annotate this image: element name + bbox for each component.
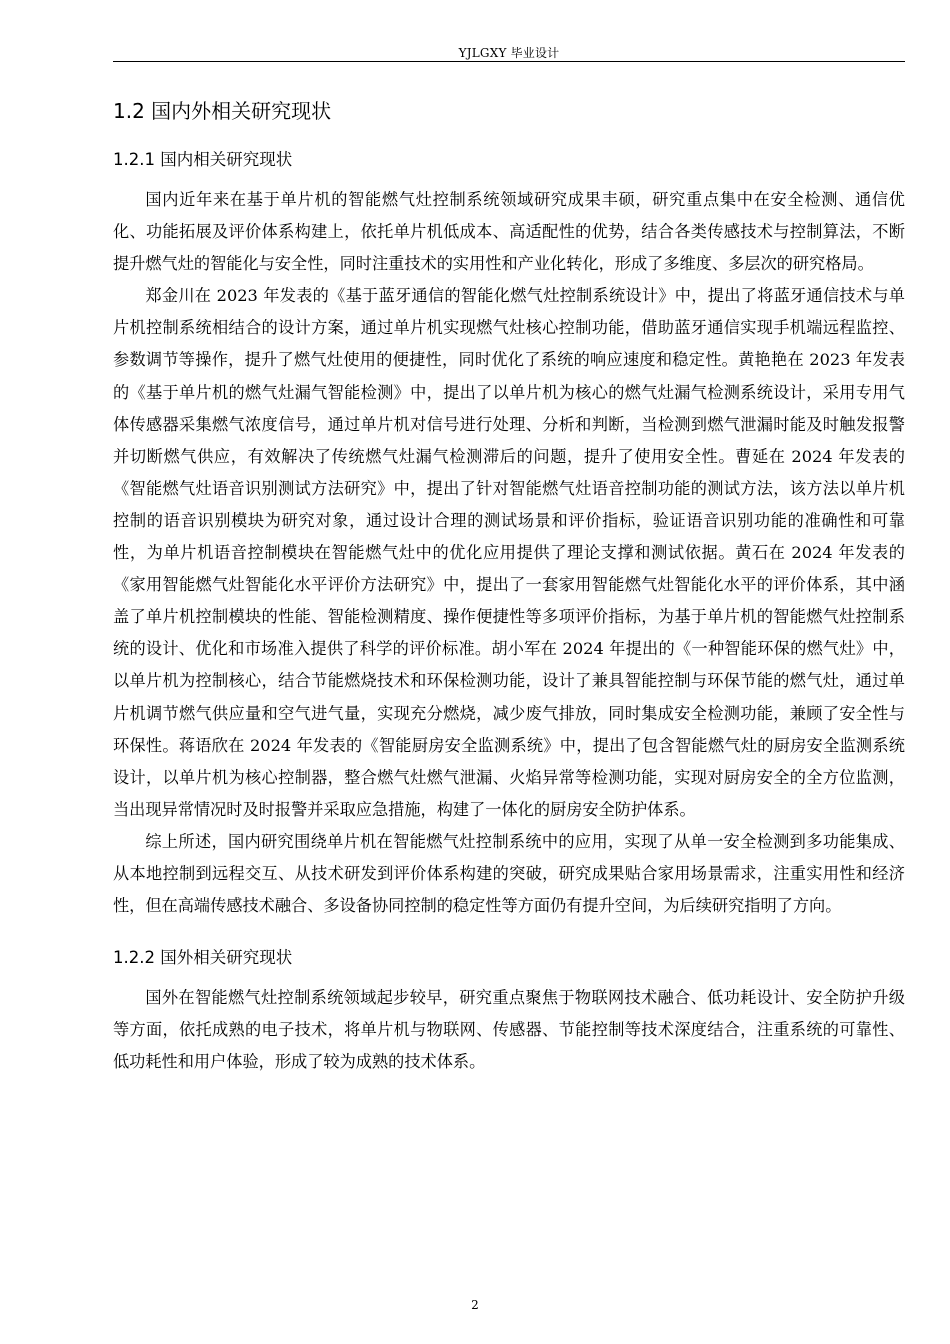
paragraph: 综上所述，国内研究围绕单片机在智能燃气灶控制系统中的应用，实现了从单一安全检测到多功能集成、从本地控制到远程交互、从技术研发到评价体系构建的突破，研究成果贴合家用场景需求，注重实用性和经济性，但在高端传感技术融合、多设备协同控制的稳定性等方面仍有提升空间，为后续研究指明了方向。 [113,831,905,916]
page-body [113,96,905,1078]
paragraph: 国内近年来在基于单片机的智能燃气灶控制系统领域研究成果丰硕，研究重点集中在安全检测、通信优化、功能拓展及评价体系构建上，依托单片机低成本、高适配性的优势，结合各类传感技术与控制算法，不断提升燃气灶的智能化与安全性，同时注重技术的实用性和产业化转化，形成了多维度、多层次的研究格局。 [113,190,905,274]
page-header: YJLGXY 毕业设计 [458,46,560,60]
paragraph: 郑金川在 2023 年发表的《基于蓝牙通信的智能化燃气灶控制系统设计》中，提出了将蓝牙通信技术与单片机控制系统相结合的设计方案，通过单片机实现燃气灶核心控制功能，借助蓝牙通信实现手机端远程监控、参数调节等操作，提升了燃气灶使用的便捷性，同时优化了系统的响应速度和稳定性。黄艳艳在 2023 年发表的《基于单片机的燃气灶漏气智能检测》中，提出了以单片机为核心的燃气灶漏气检测系统设计，采用专用气体传感器采集燃气浓度信号，通过单片机对信号进行处理、分析和判断，当检测到燃气泄漏时能及时触发报警并切断燃气供应，有效解决了传统燃气灶漏气检测滞后的问题，提升了使用安全性。曹延在 2024 年发表的《智能燃气灶语音识别测试方法研究》中，提出了针对智能燃气灶语音控制功能的测试方法，该方法以单片机控制的语音识别模块为研究对象，通过设计合理的测试场景和评价指标，验证语音识别功能的准确性和可靠性，为单片机语音控制模块在智能燃气灶中的优化应用提供了理论支撑和测试依据。黄石在 2024 年发表的《家用智能燃气灶智能化水平评价方法研究》中，提出了一套家用智能燃气灶智能化水平的评价体系，其中涵盖了单片机控制模块的性能、智能检测精度、操作便捷性等多项评价指标，为基于单片机的智能燃气灶控制系统的设计、优化和市场准入提供了科学的评价标准。胡小军在 2024 年提出的《一种智能环保的燃气灶》中，以单片机为控制核心，结合节能燃烧技术和环保检测功能，设计了兼具智能控制与环保节能的燃气灶，通过单片机调节燃气供应量和空气进气量，实现充分燃烧，减少废气排放，同时集成安全检测功能，兼顾了安全性与环保性。蒋语欣在 2024 年发表的《智能厨房安全监测系统》中，提出了包含智能燃气灶的厨房安全监测系统设计，以单片机为核心控制器，整合燃气灶燃气泄漏、火焰异常等检测功能，实现对厨房安全的全方位监测，当出现异常情况时及时报警并采取应急措施，构建了一体化的厨房安全防护体系。 [113,286,905,819]
header-rule [113,61,905,62]
subsection-heading-domestic: 1.2.1 国内相关研究现状 [113,150,293,169]
subsection-heading-foreign: 1.2.2 国外相关研究现状 [113,948,293,968]
paragraph: 国外在智能燃气灶控制系统领域起步较早，研究重点聚焦于物联网技术融合、低功耗设计、安全防护升级等方面，依托成熟的电子技术，将单片机与物联网、传感器、节能控制等技术深度结合，注重系统的可靠性、低功耗性和用户体验，形成了较为成熟的技术体系。 [113,988,905,1072]
section-heading: 1.2 国内外相关研究现状 [113,99,332,123]
page-number: 2 [471,1298,479,1312]
